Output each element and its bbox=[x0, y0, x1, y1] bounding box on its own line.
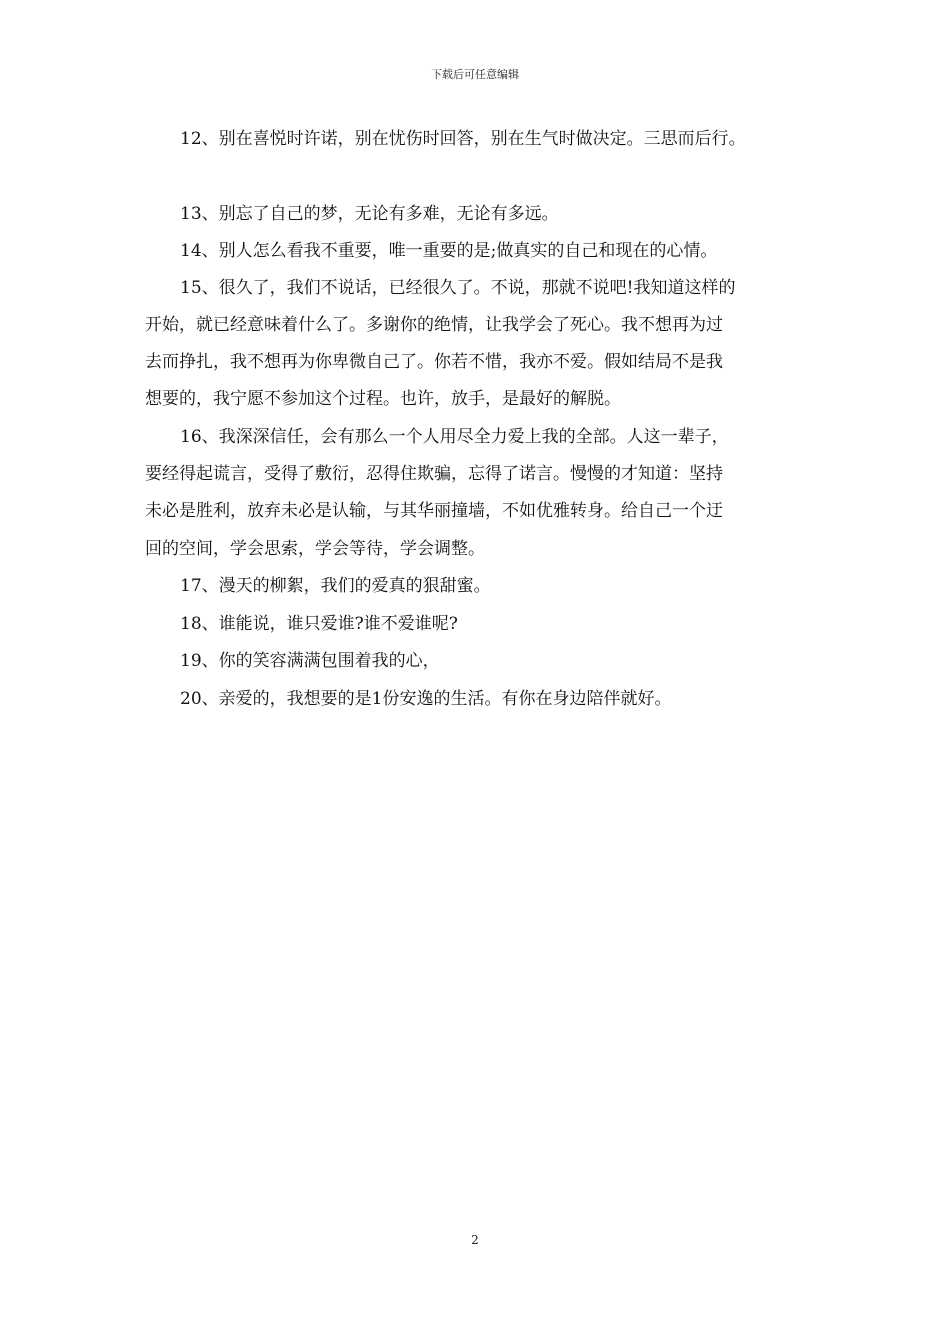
paragraph-line: 回的空间，学会思索，学会等待，学会调整。 bbox=[145, 539, 485, 559]
paragraph-line: 14、别人怎么看我不重要，唯一重要的是;做真实的自己和现在的心情。 bbox=[180, 241, 718, 261]
paragraph-line: 20、亲爱的，我想要的是1份安逸的生活。有你在身边陪伴就好。 bbox=[180, 689, 672, 709]
paragraph-line: 18、谁能说，谁只爱谁?谁不爱谁呢? bbox=[180, 614, 458, 634]
paragraph-line: 13、别忘了自己的梦，无论有多难，无论有多远。 bbox=[180, 204, 559, 224]
paragraph-line: 要经得起谎言，受得了敷衍，忍得住欺骗，忘得了诺言。慢慢的才知道：坚持 bbox=[145, 464, 723, 484]
paragraph-line: 19、你的笑容满满包围着我的心， bbox=[180, 651, 440, 671]
paragraph-line: 12、别在喜悦时许诺，别在忧伤时回答，别在生气时做决定。三思而后行。 bbox=[180, 129, 746, 149]
paragraph-line: 17、漫天的柳絮，我们的爱真的狠甜蜜。 bbox=[180, 576, 491, 596]
paragraph-line: 想要的，我宁愿不参加这个过程。也许，放手，是最好的解脱。 bbox=[145, 389, 621, 409]
page-header: 下载后可任意编辑 bbox=[431, 68, 519, 81]
page-number: 2 bbox=[471, 1233, 479, 1247]
paragraph-line: 16、我深深信任，会有那么一个人用尽全力爱上我的全部。人这一辈子， bbox=[180, 427, 729, 447]
paragraph-line: 15、很久了，我们不说话，已经很久了。不说，那就不说吧!我知道这样的 bbox=[180, 278, 736, 298]
paragraph-line: 开始，就已经意味着什么了。多谢你的绝情，让我学会了死心。我不想再为过 bbox=[145, 315, 723, 335]
paragraph-line: 未必是胜利，放弃未必是认输，与其华丽撞墙，不如优雅转身。给自己一个迂 bbox=[145, 501, 723, 521]
paragraph-line: 去而挣扎，我不想再为你卑微自己了。你若不惜，我亦不爱。假如结局不是我 bbox=[145, 352, 723, 372]
